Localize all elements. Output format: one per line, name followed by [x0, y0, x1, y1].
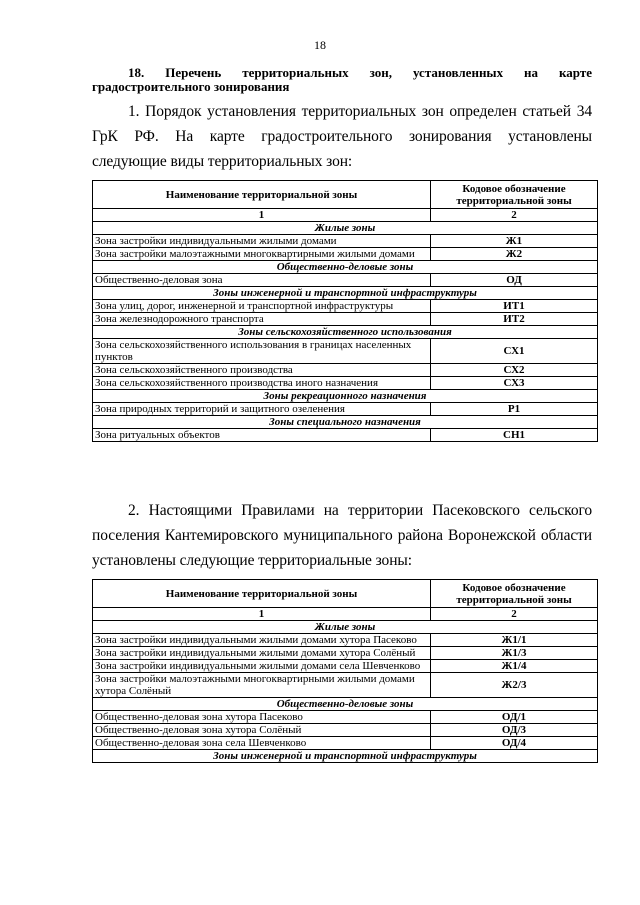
zone-section-row: [93, 326, 598, 339]
zone-code: Ж1: [431, 235, 598, 248]
zone-row: [93, 274, 598, 287]
col-code-header: Кодовое обозначение территориальной зоны: [431, 181, 598, 209]
zone-name: Зона застройки индивидуальными жилыми домами: [93, 235, 431, 248]
zones-table-1: [92, 180, 598, 442]
zone-section-title: Общественно-деловые зоны: [93, 261, 598, 274]
zones-table-2: [92, 579, 598, 763]
zone-name: Зона застройки индивидуальными жилыми домами хутора Пасеково: [93, 634, 431, 647]
page-number: 18: [314, 38, 326, 52]
zone-code: Ж2: [431, 248, 598, 261]
zone-code: СХ3: [431, 377, 598, 390]
zone-section-row: [93, 390, 598, 403]
col-code-header: Кодовое обозначение территориальной зоны: [431, 580, 598, 608]
zone-row: [93, 724, 598, 737]
paragraph-2: 2. Настоящими Правилами на территории Пасековского сельского поселения Кантемировского муниципального района Воронежской области установлены следующие территориальные зоны:: [92, 502, 592, 569]
zone-name: Зона сельскохозяйственного производства иного назначения: [93, 377, 431, 390]
zone-name: Зона застройки малоэтажными многоквартирными жилыми домами: [93, 248, 431, 261]
zone-section-row: [93, 287, 598, 300]
zone-row: [93, 737, 598, 750]
col-name-header: Наименование территориальной зоны: [93, 580, 431, 608]
zone-section-row: [93, 261, 598, 274]
zone-name: Общественно-деловая зона хутора Солёный: [93, 724, 431, 737]
zone-row: [93, 660, 598, 673]
zone-section-title: Зоны инженерной и транспортной инфраструктуры: [93, 287, 598, 300]
zone-code: Ж1/3: [431, 647, 598, 660]
zone-row: [93, 711, 598, 724]
zone-name: Зона застройки индивидуальными жилыми домами хутора Солёный: [93, 647, 431, 660]
zone-code: Ж2/3: [431, 673, 598, 698]
zone-name: Зона природных территорий и защитного озеленения: [93, 403, 431, 416]
zone-name: Зона железнодорожного транспорта: [93, 313, 431, 326]
zone-code: СН1: [431, 429, 598, 442]
col-number: 2: [431, 209, 598, 222]
zone-row: [93, 634, 598, 647]
zone-code: Ж1/4: [431, 660, 598, 673]
zone-section-row: [93, 222, 598, 235]
zone-name: Общественно-деловая зона: [93, 274, 431, 287]
zone-section-row: [93, 416, 598, 429]
zone-code: Ж1/1: [431, 634, 598, 647]
zone-code: ИТ2: [431, 313, 598, 326]
zone-section-title: Зоны сельскохозяйственного использования: [93, 326, 598, 339]
zone-section-row: [93, 750, 598, 763]
col-number: 1: [93, 608, 431, 621]
col-name-header: Наименование территориальной зоны: [93, 181, 431, 209]
zone-name: Зона застройки индивидуальными жилыми домами села Шевченково: [93, 660, 431, 673]
zone-row: [93, 248, 598, 261]
zone-row: [93, 647, 598, 660]
zone-section-title: Жилые зоны: [93, 621, 598, 634]
zone-name: Общественно-деловая зона села Шевченково: [93, 737, 431, 750]
zone-row: [93, 300, 598, 313]
zone-code: ИТ1: [431, 300, 598, 313]
zone-section-title: Общественно-деловые зоны: [93, 698, 598, 711]
col-number: 2: [431, 608, 598, 621]
zone-name: Зона улиц, дорог, инженерной и транспортной инфраструктуры: [93, 300, 431, 313]
zone-code: ОД/1: [431, 711, 598, 724]
zone-code: ОД/4: [431, 737, 598, 750]
zone-code: СХ1: [431, 339, 598, 364]
zone-name: Зона застройки малоэтажными многоквартирными жилыми домами хутора Солёный: [93, 673, 431, 698]
zone-row: [93, 673, 598, 698]
zone-row: [93, 377, 598, 390]
zone-code: СХ2: [431, 364, 598, 377]
zone-name: Зона сельскохозяйственного производства: [93, 364, 431, 377]
zone-section-row: [93, 621, 598, 634]
zone-section-row: [93, 698, 598, 711]
zone-section-title: Зоны специального назначения: [93, 416, 598, 429]
zone-code: Р1: [431, 403, 598, 416]
zone-section-title: Зоны рекреационного назначения: [93, 390, 598, 403]
zone-section-title: Зоны инженерной и транспортной инфраструктуры: [93, 750, 598, 763]
zone-section-title: Жилые зоны: [93, 222, 598, 235]
zone-name: Общественно-деловая зона хутора Пасеково: [93, 711, 431, 724]
col-number: 1: [93, 209, 431, 222]
paragraph-1: 1. Порядок установления территориальных зон определен статьей 34 ГрК РФ. На карте градостроительного зонирования установлены следующие виды территориальных зон:: [92, 103, 592, 170]
zone-row: [93, 235, 598, 248]
zone-code: ОД/3: [431, 724, 598, 737]
zone-name: Зона ритуальных объектов: [93, 429, 431, 442]
zone-row: [93, 339, 598, 364]
zone-row: [93, 403, 598, 416]
zone-row: [93, 429, 598, 442]
zone-name: Зона сельскохозяйственного использования в границах населенных пунктов: [93, 339, 431, 364]
section-heading: 18. Перечень территориальных зон, установленных на карте градостроительного зонирования: [92, 65, 592, 94]
zone-row: [93, 313, 598, 326]
zone-code: ОД: [431, 274, 598, 287]
zone-row: [93, 364, 598, 377]
